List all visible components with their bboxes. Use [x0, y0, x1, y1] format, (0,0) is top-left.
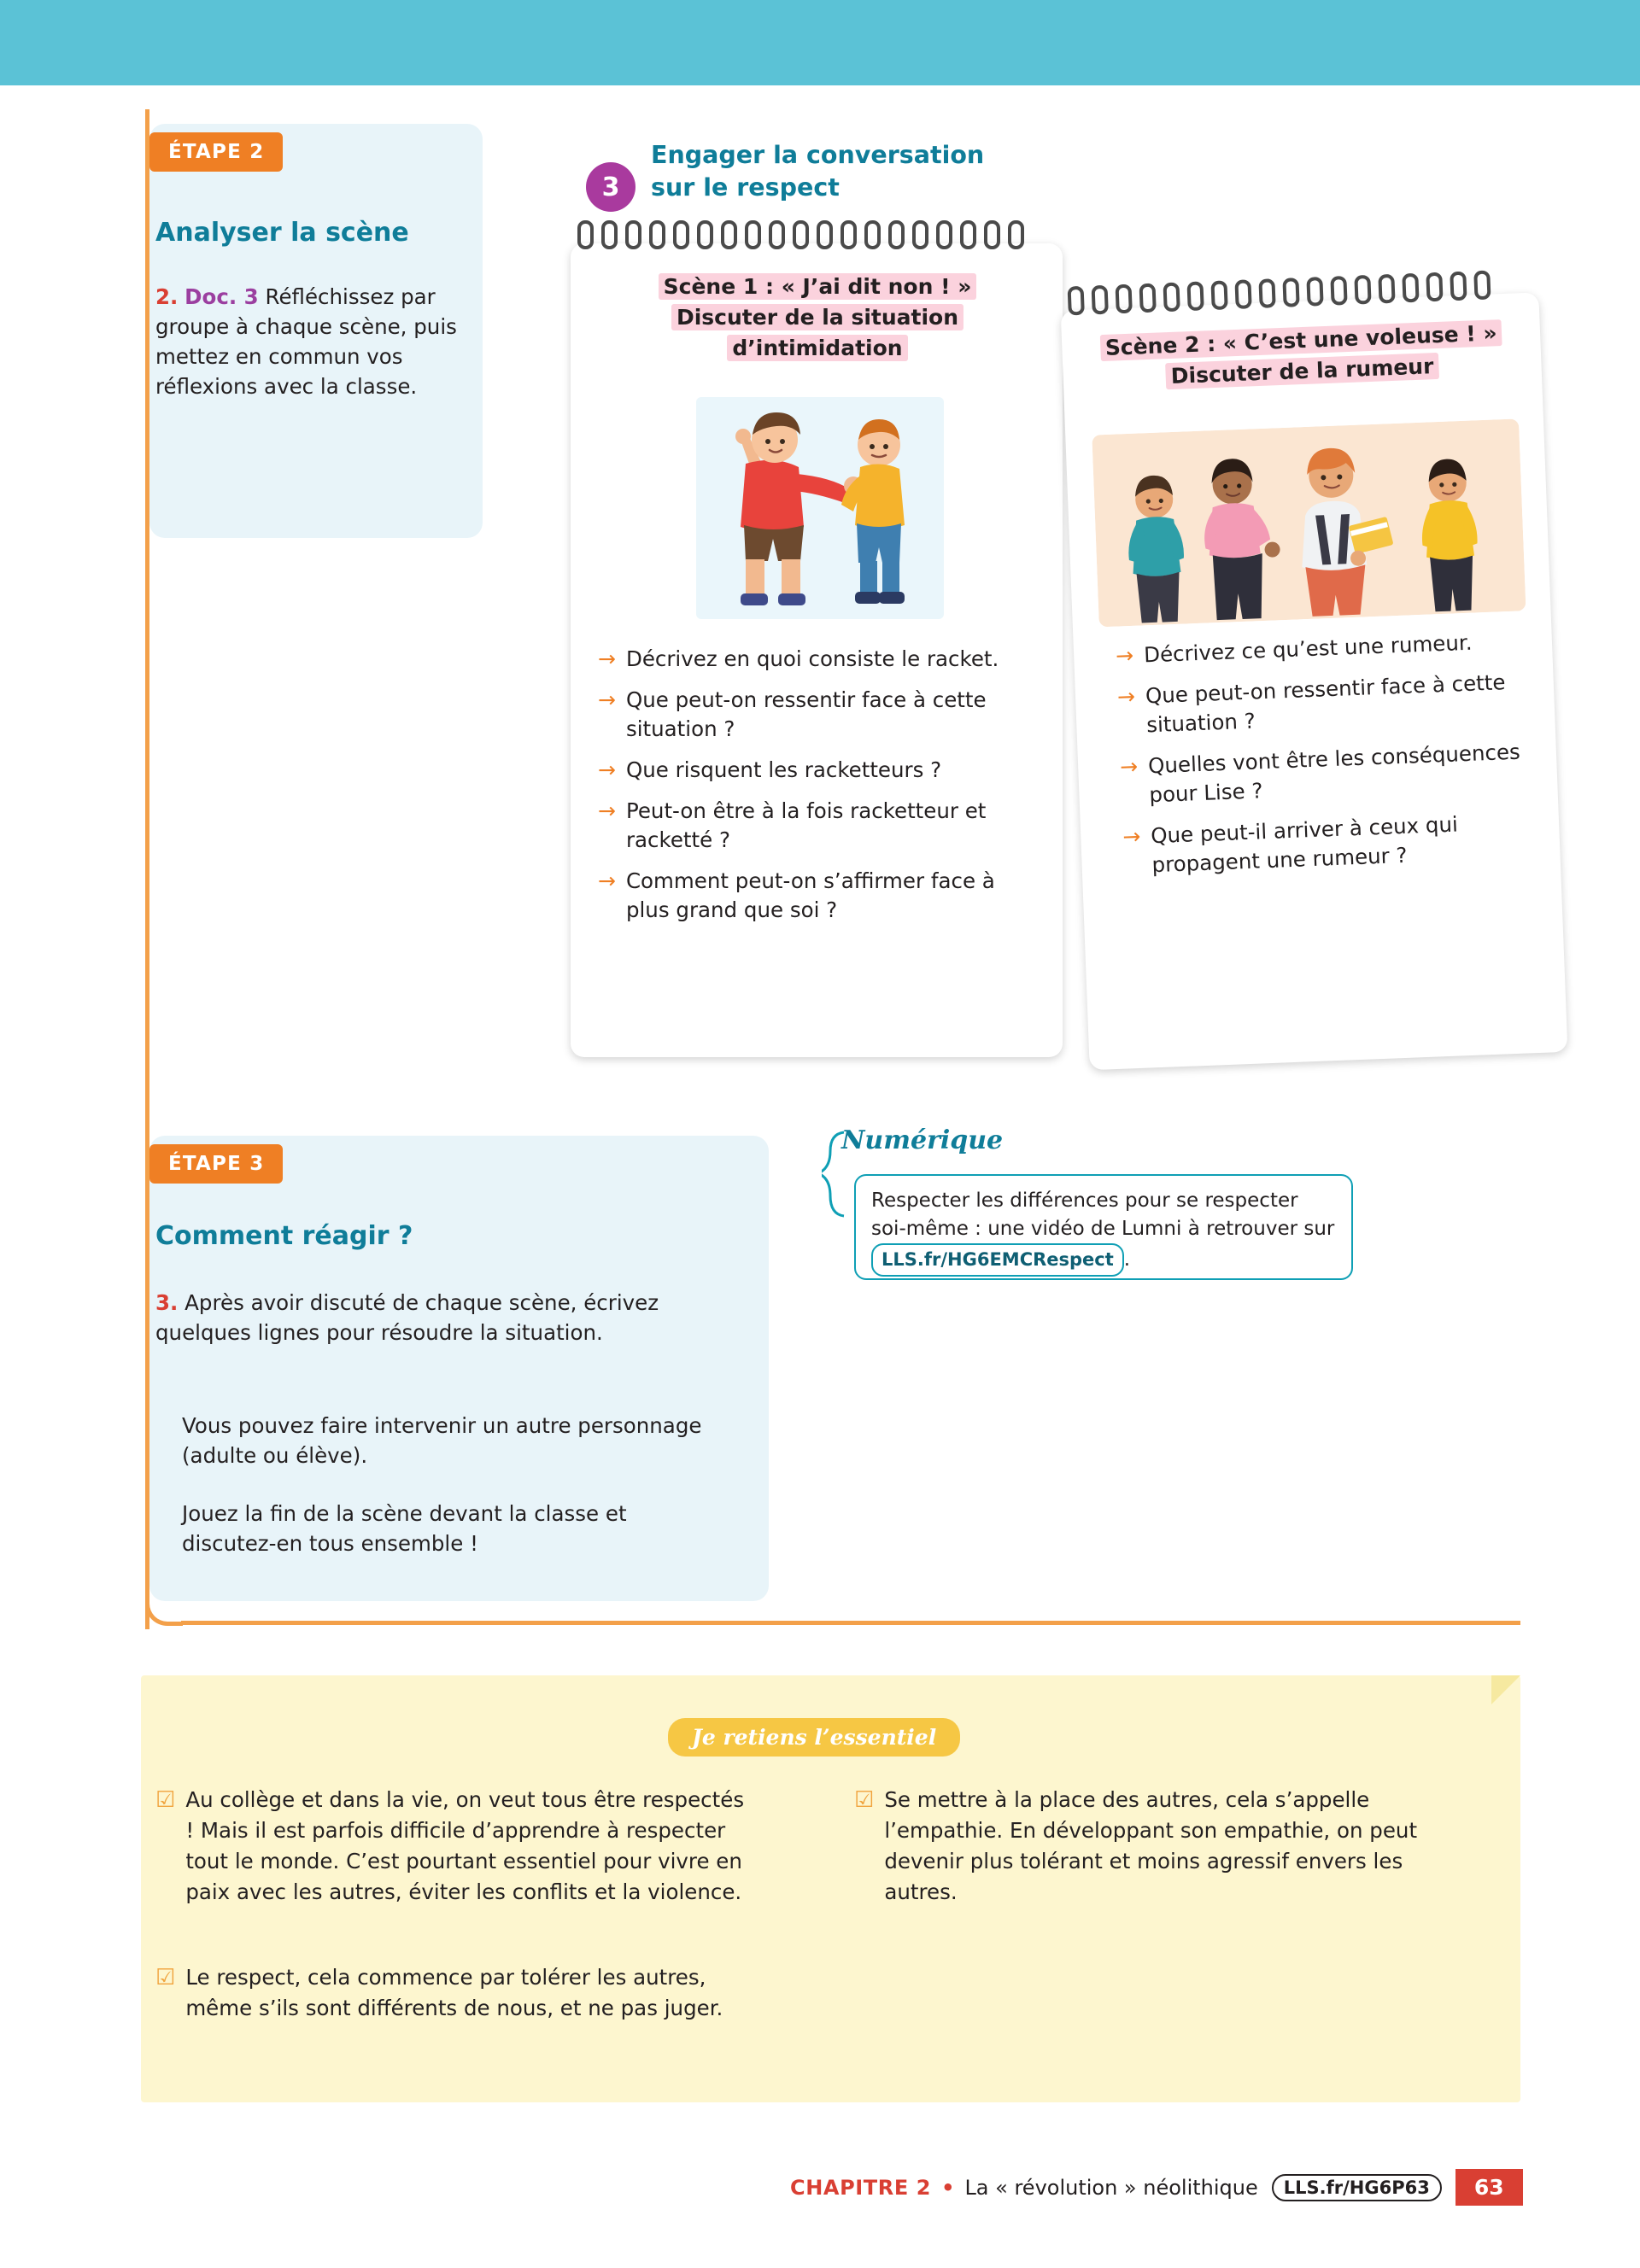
numerique-text	[871, 1187, 1337, 1277]
scene-1-question-item: → Comment peut-on s’affirmer face à plus grand que soi ?	[598, 867, 1042, 925]
etape3-tag: ÉTAPE 3	[149, 1144, 283, 1184]
page-number: 63	[1456, 2169, 1523, 2206]
scene-1-question-item: → Peut-on être à la fois racketteur et racketté ?	[598, 797, 1042, 855]
etape2-item-text: Réfléchissez par groupe à chaque scène, puis mettez en commun vos réflexions avec la classe.	[155, 284, 457, 399]
check-icon: ☑	[155, 1787, 176, 1813]
etape2-tag: ÉTAPE 2	[149, 132, 283, 172]
numerique-text-after: .	[1123, 1248, 1131, 1271]
top-teal-band	[0, 0, 1640, 85]
arrow-right-icon: →	[598, 757, 616, 782]
retiens-corner-fold	[1491, 1675, 1520, 1704]
etape2-question-2	[155, 282, 463, 401]
scene-2-question-item: → Que peut-on ressentir face à cette situation ?	[1116, 667, 1538, 741]
arrow-right-icon: →	[1119, 753, 1139, 780]
scene-1-question-item: → Que risquent les racketteurs ?	[598, 756, 1042, 785]
check-icon: ☑	[155, 1965, 176, 1990]
etape3-item-text: Après avoir discuté de chaque scène, écrivez quelques lignes pour résoudre la situation.	[155, 1290, 659, 1345]
numerique-code-link[interactable]: LLS.fr/HG6EMCRespect	[871, 1243, 1124, 1277]
arrow-right-icon: →	[1115, 642, 1134, 669]
page-footer	[790, 2169, 1523, 2206]
scene-2-illustration	[1092, 418, 1526, 630]
scene-1-question-item: → Que peut-on ressentir face à cette situation ?	[598, 686, 1042, 744]
scene-1-title-line2: Discuter de la situation	[671, 304, 964, 330]
scene-2-title-line1: Scène 2 : « C’est une voleuse ! »	[1099, 319, 1502, 361]
footer-separator: •	[941, 2175, 955, 2200]
numerique-bracket-icon	[822, 1127, 856, 1221]
retiens-right-item-1: ☑ Se mettre à la place des autres, cela s’appelle l’empathie. En développant son empathie, on peut devenir plus tolérant et moins agressif envers les autres.	[854, 1785, 1478, 1908]
retiens-left-item-2: ☑ Le respect, cela commence par tolérer les autres, même s’ils sont différents de nous, et ne pas juger.	[155, 1962, 753, 2024]
arrow-right-icon: →	[1116, 683, 1136, 710]
footer-code-link[interactable]: LLS.fr/HG6P63	[1272, 2174, 1442, 2201]
scene-1-question-item: → Décrivez en quoi consiste le racket.	[598, 645, 1042, 674]
footer-chapter-title: La « révolution » néolithique	[964, 2175, 1258, 2200]
scene-1-question-list	[598, 645, 1042, 937]
arrow-right-icon: →	[598, 646, 616, 671]
etape2-item-number: 2.	[155, 284, 179, 309]
scene-2-question-item: → Décrivez ce qu’est une rumeur.	[1116, 626, 1537, 671]
scene-1-illustration	[696, 397, 944, 623]
check-icon: ☑	[854, 1787, 875, 1813]
scene-1-spiral-binding	[577, 220, 1024, 249]
scene-2-title-line2: Discuter de la rumeur	[1165, 353, 1439, 389]
scene-1-title-line3: d’intimidation	[727, 335, 907, 361]
arrow-right-icon: →	[598, 868, 616, 893]
etape2-title: Analyser la scène	[155, 218, 409, 248]
etape3-item-3	[155, 1288, 702, 1347]
numerique-text-before: Respecter les différences pour se respecter soi-même : une vidéo de Lumni à retrouver sur	[871, 1190, 1335, 1240]
bottom-horizontal-rule	[181, 1621, 1520, 1625]
etape3-title: Comment réagir ?	[155, 1221, 413, 1251]
activity-number-badge: 3	[586, 162, 636, 212]
arrow-right-icon: →	[598, 798, 616, 823]
etape3-item-extra-2: Jouez la fin de la scène devant la classe et discutez-en tous ensemble !	[182, 1501, 627, 1556]
scene-1-title-line1: Scène 1 : « J’ai dit non ! »	[659, 273, 977, 300]
arrow-right-icon: →	[1122, 823, 1141, 850]
etape3-item-extra-1: Vous pouvez faire intervenir un autre personnage (adulte ou élève).	[182, 1413, 702, 1468]
scene-1-title	[589, 272, 1046, 364]
scene-2-question-list	[1116, 626, 1545, 893]
numerique-label: Numérique	[841, 1125, 1004, 1155]
activity-title: Engager la conversation sur le respect	[651, 141, 985, 202]
footer-chapter-label: CHAPITRE 2	[790, 2175, 932, 2200]
scene-2-question-item: → Que peut-il arriver à ceux qui propagent une rumeur ?	[1122, 807, 1544, 881]
etape3-item-number: 3.	[155, 1290, 179, 1315]
retiens-title: Je retiens l’essentiel	[668, 1718, 960, 1757]
scene-2-question-item: → Quelles vont être les conséquences pour Lise ?	[1120, 737, 1542, 811]
arrow-right-icon: →	[598, 687, 616, 712]
scene-2-card-wrapper	[1047, 268, 1573, 1071]
etape2-doc-ref: Doc. 3	[184, 284, 259, 309]
retiens-left-item-1: ☑ Au collège et dans la vie, on veut tous être respectés ! Mais il est parfois difficile d’apprendre à respecter tout le monde. C’est pourtant essentiel pour vivre en paix avec les autres, éviter les conflits et la violence.	[155, 1785, 753, 1908]
